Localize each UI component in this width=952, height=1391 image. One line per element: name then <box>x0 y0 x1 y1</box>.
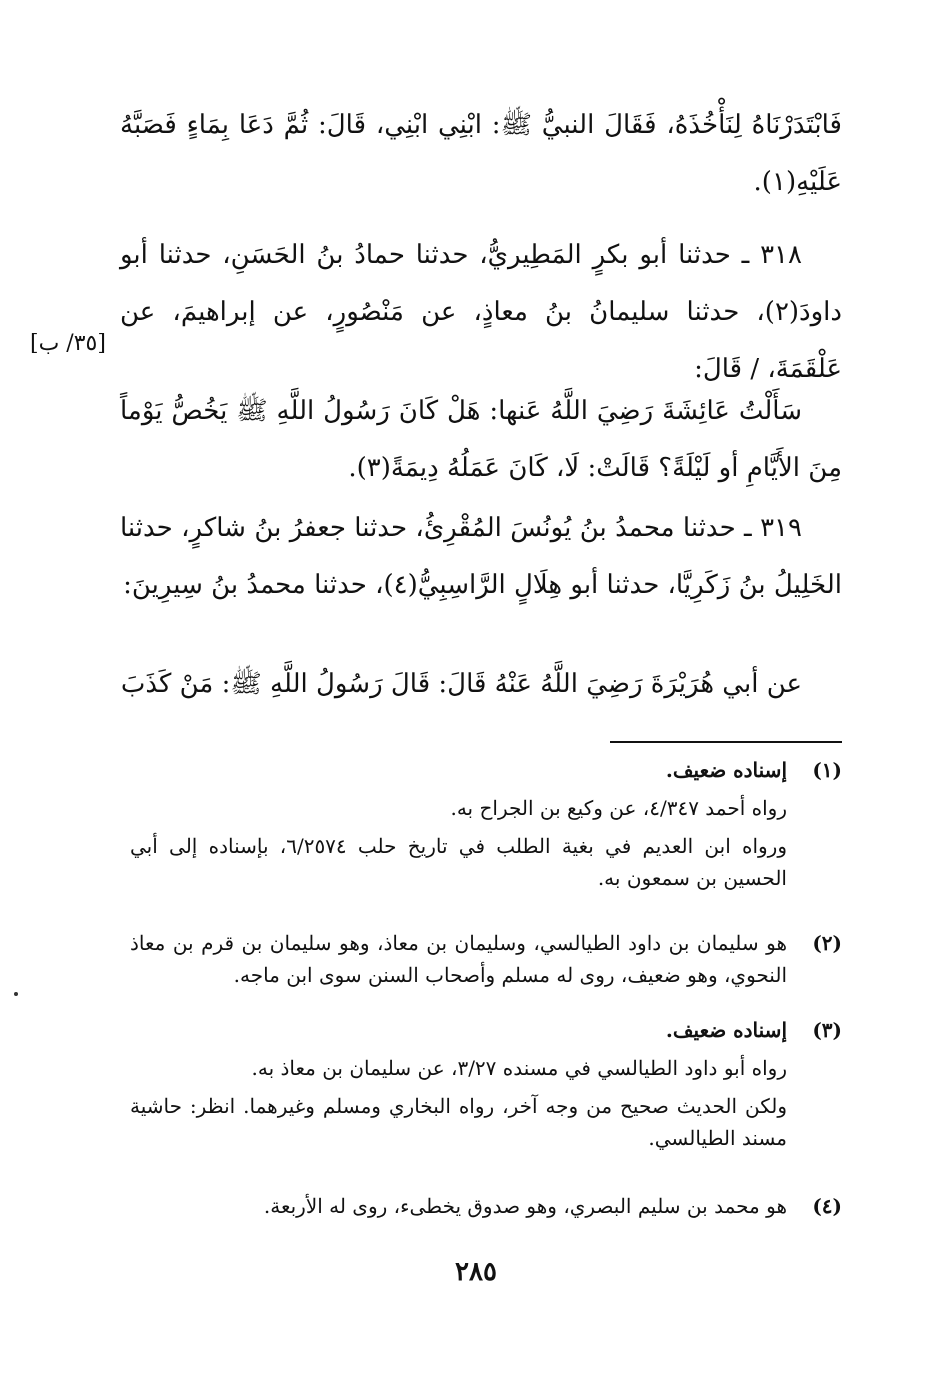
footnote-line: ولكن الحديث صحيح من وجه آخر، رواه البخاري ومسلم وغيرهما. انظر: حاشية مسند الطيالسي. <box>130 1094 787 1150</box>
paragraph-text: ٣١٨ ـ حدثنا أبو بكرٍ المَطِيريُّ، حدثنا حمادُ بنُ الحَسَنِ، حدثنا أبو داودَ(٢)، حدثنا سليمانُ بنُ معاذٍ، عن مَنْصُورٍ، عن إبراهيمَ، عن عَلْقَمَةَ، / قَالَ: <box>120 240 842 384</box>
text-paragraph-5 <box>120 656 842 713</box>
footnote-line: إسناده ضعيف. <box>665 758 787 782</box>
footnote-3 <box>130 1014 842 1154</box>
footnote-line: هو محمد بن سليم البصري، وهو صدوق يخطىء، روى له الأربعة. <box>263 1194 787 1218</box>
footnote-number: (٣) <box>812 1018 842 1042</box>
footnote-4 <box>130 1190 842 1222</box>
footnote-line: إسناده ضعيف. <box>665 1018 787 1042</box>
footnote-number: (٢) <box>812 931 842 955</box>
footnote-line: رواه أحمد ٤/٣٤٧، عن وكيع بن الجراح به. <box>450 796 787 820</box>
footnote-line: هو سليمان بن داود الطيالسي، وسليمان بن معاذ، وهو سليمان بن قرم بن معاذ النحوي، وهو ضعيف، روى له مسلم وأصحاب السنن سوى ابن ماجه. <box>130 931 787 987</box>
footnote-number: (٤) <box>812 1194 842 1218</box>
text-paragraph-1 <box>120 97 842 211</box>
text-paragraph-3 <box>120 383 842 497</box>
hadith-319 <box>120 500 842 614</box>
paragraph-text: ٣١٩ ـ حدثنا محمدُ بنُ يُونُسَ المُقْرِئُ، حدثنا جعفرُ بنُ شاكرٍ، حدثنا الخَلِيلُ بنُ زَكَرِيَّا، حدثنا أبو هِلَالٍ الرَّاسِبِيُّ(٤)، حدثنا محمدُ بنُ سِيرِينَ: <box>120 513 842 600</box>
hadith-318 <box>120 227 842 398</box>
paragraph-text: سَأَلْتُ عَائِشَةَ رَضِيَ اللَّهُ عَنها: هَلْ كَانَ رَسُولُ اللَّهِ ﷺ يَخُصُّ يَوْماً مِنَ الأَيَّامِ أو لَيْلَةً؟ قَالَتْ: لَا، كَانَ عَمَلُهُ دِيمَةً(٣). <box>120 396 842 483</box>
paragraph-text: فَابْتَدَرْنَاهُ لِنَأْخُذَهُ، فَقَالَ النبيُّ ﷺ: ابْنِي ابْنِي، قَالَ: ثُمَّ دَعَا بِمَاءٍ فَصَبَّهُ عَلَيْهِ(١). <box>120 110 842 197</box>
footnote-2 <box>130 927 842 991</box>
footnote-number: (١) <box>812 758 842 782</box>
footnote-1 <box>130 754 842 894</box>
page-number: ٢٨٥ <box>455 1257 497 1287</box>
footnote-line: رواه أبو داود الطيالسي في مسنده ٣/٢٧، عن سليمان بن معاذ به. <box>251 1056 787 1080</box>
paragraph-text: عن أبي هُرَيْرَةَ رَضِيَ اللَّهُ عَنْهُ قَالَ: قَالَ رَسُولُ اللَّهِ ﷺ: مَنْ كَذَبَ <box>120 669 802 699</box>
footnote-line: ورواه ابن العديم في بغية الطلب في تاريخ حلب ٦/٢٥٧٤، بإسناده إلى أبي الحسين بن سمعون به. <box>130 834 787 890</box>
footnote-separator <box>610 741 842 743</box>
manuscript-folio-marker: [٣٥/ ب] <box>30 331 106 356</box>
scan-speck <box>14 992 18 996</box>
